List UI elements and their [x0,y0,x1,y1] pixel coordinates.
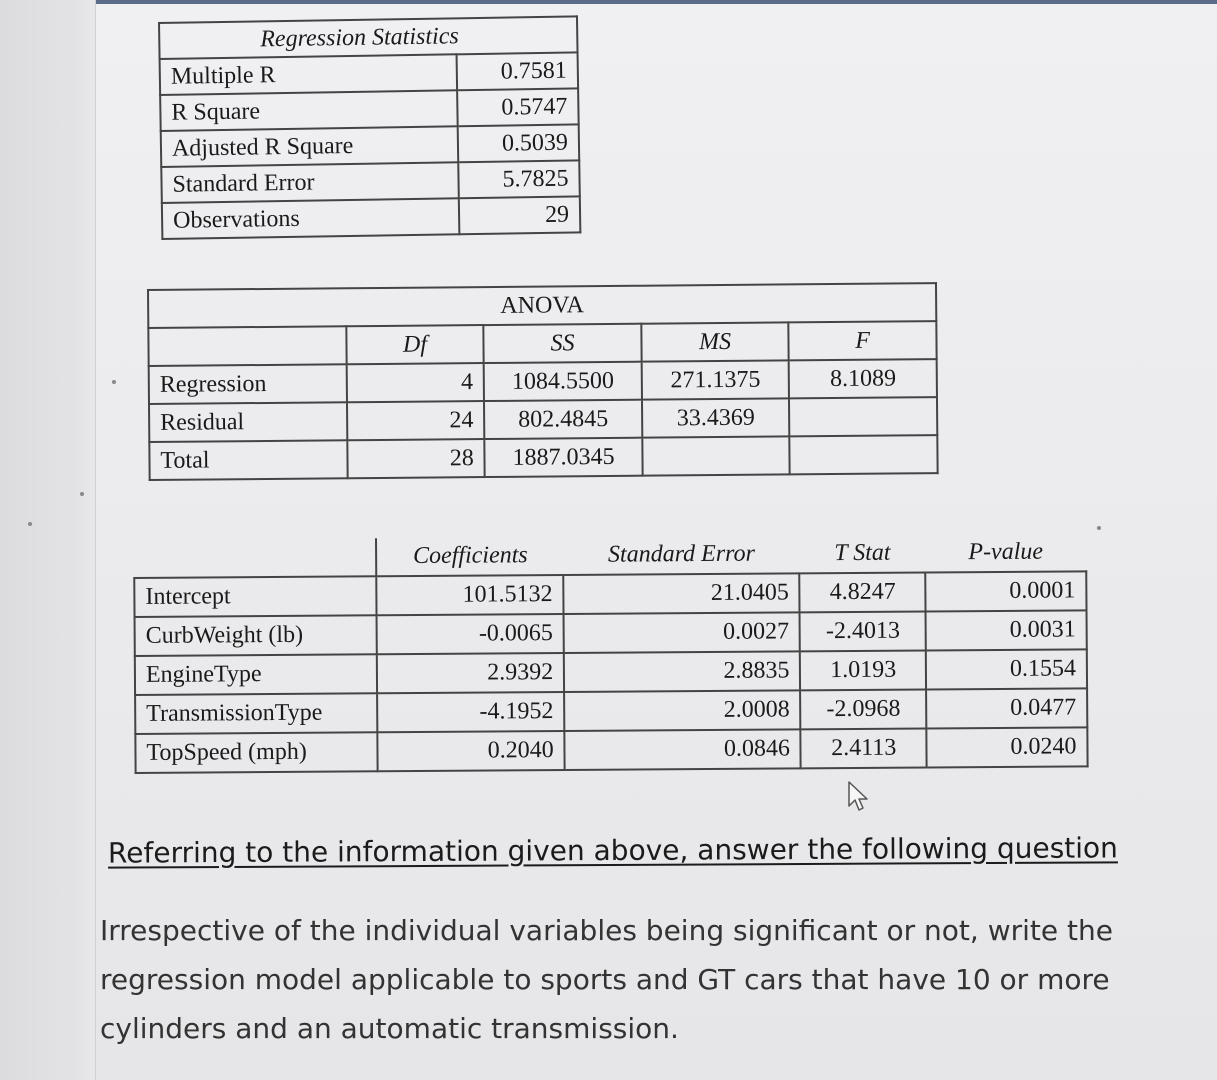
p-value-cell: 0.0001 [925,571,1086,611]
stat-value: 0.7581 [457,52,579,90]
table-row [135,727,1087,773]
stat-value: 5.7825 [458,160,580,198]
table-row [162,196,581,239]
anova-title: ANOVA [148,283,936,328]
coefficient-cell: -0.0065 [377,614,564,654]
standard-error-cell: 21.0405 [563,573,800,614]
ms-cell [642,436,790,475]
stat-label: Adjusted R Square [161,126,459,167]
coefficient-cell: 101.5132 [377,575,564,615]
standard-error-cell: 0.0027 [564,612,801,653]
p-value-cell: 0.0031 [926,610,1087,650]
t-stat-cell: -2.0968 [801,689,927,729]
ss-cell: 802.4845 [484,400,642,439]
column-header [148,326,346,366]
stat-value: 0.5747 [457,88,579,126]
page-left-margin [0,0,96,1080]
anova-table [147,282,939,481]
f-cell [790,435,938,474]
column-header [134,538,377,578]
table-row [135,649,1087,695]
column-header-df: Df [346,325,484,364]
dust-mark [1097,526,1101,530]
row-label: Residual [149,402,347,442]
column-header-ms: MS [641,322,789,361]
df-cell: 24 [347,401,485,440]
coefficients-table [133,533,1089,774]
stat-value: 0.5039 [458,124,580,162]
standard-error-cell: 2.8835 [564,651,801,692]
table-row [134,571,1086,617]
stat-label: Observations [162,198,460,239]
t-stat-cell: -2.4013 [800,611,926,651]
standard-error-cell: 0.0846 [565,729,802,770]
question-text: Irrespective of the individual variables being significant or not, write the regression model applicable to sports and GT cars that have 10 or more cylinders and an automatic transmission. [100,914,1113,1045]
window-top-edge [0,0,1217,4]
question-heading: Referring to the information given above, answer the following question [107,831,1118,870]
f-cell: 8.1089 [789,359,937,398]
stat-label: Multiple R [160,54,458,95]
mouse-pointer-icon [846,780,872,814]
row-label: Total [149,440,347,480]
column-header-t-stat: T Stat [834,539,891,567]
table-row [149,435,937,480]
variable-label: TransmissionType [135,693,378,734]
stat-value: 29 [459,196,581,234]
df-cell: 28 [347,439,485,478]
ms-cell: 271.1375 [642,360,790,399]
dust-mark [112,380,116,384]
variable-label: CurbWeight (lb) [135,615,378,656]
f-cell [789,397,937,436]
stat-label: R Square [160,90,458,131]
coefficient-cell: 0.2040 [378,731,565,771]
regression-statistics-title: Regression Statistics [159,16,578,59]
ss-cell: 1887.0345 [485,438,643,477]
row-label: Regression [149,364,347,404]
variable-label: Intercept [134,576,377,617]
table-header-row [134,533,1086,578]
column-header-p-value: P-value [968,538,1044,566]
t-stat-cell: 1.0193 [800,650,926,690]
coefficient-cell: 2.9392 [377,653,564,693]
t-stat-cell: 2.4113 [801,728,927,768]
p-value-cell: 0.0477 [926,688,1087,728]
variable-label: EngineType [135,654,378,695]
column-header-coefficients: Coefficients [412,542,528,570]
p-value-cell: 0.1554 [926,649,1087,689]
column-header-f: F [789,321,937,360]
ms-cell: 33.4369 [642,398,790,437]
p-value-cell: 0.0240 [926,727,1087,767]
stat-label: Standard Error [161,162,459,203]
dust-mark [28,522,32,526]
column-header-standard-error: Standard Error [607,540,755,568]
dust-mark [80,492,84,496]
column-header-ss: SS [484,324,642,363]
ss-cell: 1084.5500 [484,362,642,401]
df-cell: 4 [346,363,484,402]
standard-error-cell: 2.0008 [564,690,801,731]
variable-label: TopSpeed (mph) [135,732,378,773]
table-row [135,610,1087,656]
regression-statistics-table [158,15,581,240]
t-stat-cell: 4.8247 [800,572,926,612]
coefficient-cell: -4.1952 [377,692,564,732]
table-row [135,688,1087,734]
